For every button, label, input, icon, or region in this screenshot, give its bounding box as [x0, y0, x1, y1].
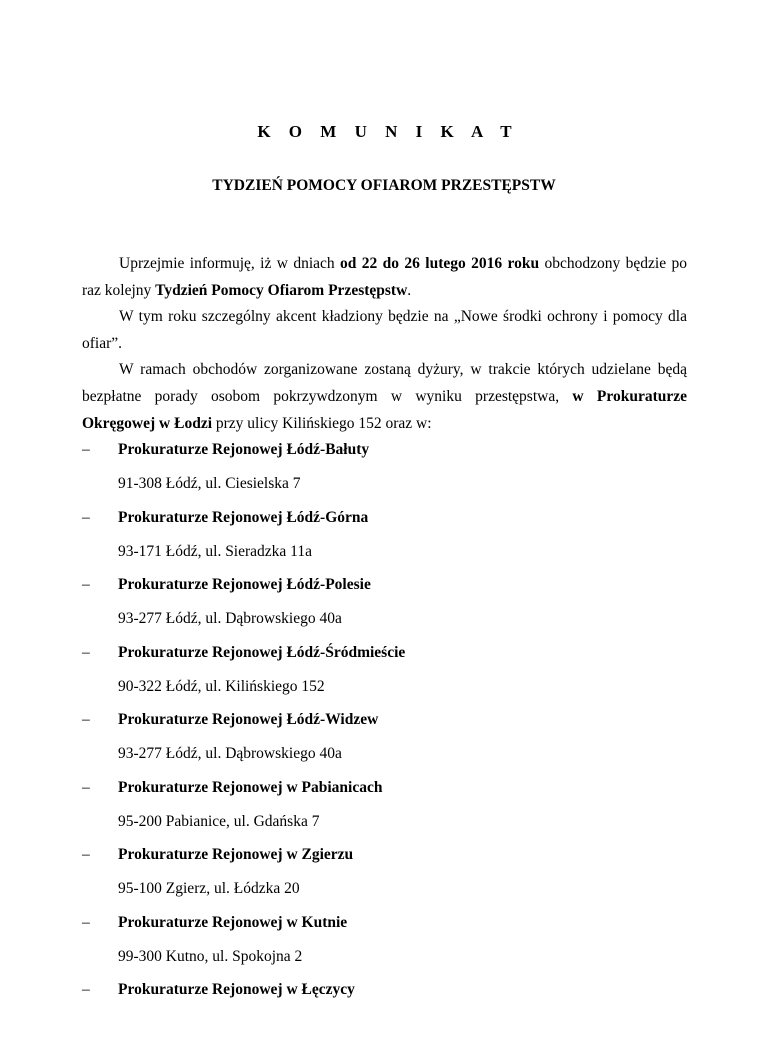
bold-dates: od 22 do 26 lutego 2016 roku — [340, 255, 540, 272]
document-subtitle: TYDZIEŃ POMOCY OFIAROM PRZESTĘPSTW — [212, 177, 556, 194]
paragraph-text: obchodzony będzie po raz kolejny — [82, 255, 687, 299]
list-item — [82, 505, 687, 573]
list-item — [82, 977, 687, 1045]
dash-bullet: – — [82, 778, 90, 796]
dash-bullet: – — [82, 576, 90, 593]
dash-bullet: – — [82, 508, 90, 526]
office-address: 99-300 Kutno, ul. Spokojna 2 — [118, 947, 303, 965]
list-item — [82, 640, 687, 708]
paragraph-duty — [82, 357, 687, 437]
list-item — [82, 775, 687, 843]
list-item — [82, 572, 687, 640]
bold-main-office: w Prokuraturze Okręgowej w Łodzi — [82, 387, 687, 432]
paragraph-focus — [82, 304, 687, 357]
office-name: Prokuraturze Rejonowej Łódź-Bałuty — [118, 441, 370, 458]
dash-bullet: – — [82, 643, 90, 661]
bold-event-name: Tydzień Pomocy Ofiarom Przestępstw — [155, 281, 408, 299]
office-name: Prokuraturze Rejonowej w Pabianicach — [118, 778, 383, 796]
office-address: 93-171 Łódź, ul. Sieradzka 11a — [118, 542, 312, 560]
office-name: Prokuraturze Rejonowej Łódź-Śródmieście — [118, 643, 406, 661]
office-address: 91-308 Łódź, ul. Ciesielska 7 — [118, 475, 301, 492]
dash-bullet: – — [82, 846, 90, 863]
office-address: 93-277 Łódź, ul. Dąbrowskiego 40a — [118, 745, 342, 762]
office-name: Prokuraturze Rejonowej Łódź-Polesie — [118, 576, 371, 593]
office-address: 93-277 Łódź, ul. Dąbrowskiego 40a — [118, 610, 342, 627]
document-title: K O M U N I K A T — [257, 122, 519, 141]
office-list — [82, 437, 687, 1045]
paragraph-dates — [82, 251, 687, 304]
list-item — [82, 842, 687, 910]
dash-bullet: – — [82, 981, 90, 998]
list-item — [82, 437, 687, 505]
body-text — [82, 251, 687, 437]
list-item — [82, 910, 687, 978]
office-address: 90-322 Łódź, ul. Kilińskiego 152 — [118, 677, 325, 695]
dash-bullet: – — [82, 441, 90, 458]
office-address: 95-100 Zgierz, ul. Łódzka 20 — [118, 880, 300, 897]
paragraph-text: W ramach obchodów zorganizowane zostaną dyżury, w trakcie których udzielane będą bezpłatne porady osobom pokrzywdzonym w wyniku przestępstwa, — [82, 361, 687, 405]
paragraph-text: przy ulicy Kilińskiego 152 oraz w: — [212, 414, 432, 432]
office-name: Prokuraturze Rejonowej Łódź-Widzew — [118, 711, 379, 728]
office-name: Prokuraturze Rejonowej w Zgierzu — [118, 846, 354, 863]
office-name: Prokuraturze Rejonowej w Kutnie — [118, 913, 348, 931]
paragraph-text: . — [407, 281, 412, 299]
office-name: Prokuraturze Rejonowej w Łęczycy — [118, 981, 355, 998]
dash-bullet: – — [82, 913, 90, 931]
list-item — [82, 707, 687, 775]
paragraph-text: W tym roku szczególny akcent kładziony będzie na „Nowe środki ochrony i pomocy dla ofiar”. — [82, 308, 687, 352]
office-name: Prokuraturze Rejonowej Łódź-Górna — [118, 508, 369, 526]
paragraph-text: Uprzejmie informuję, iż w dniach — [119, 255, 341, 272]
office-address: 95-200 Pabianice, ul. Gdańska 7 — [118, 812, 320, 830]
dash-bullet: – — [82, 711, 90, 728]
